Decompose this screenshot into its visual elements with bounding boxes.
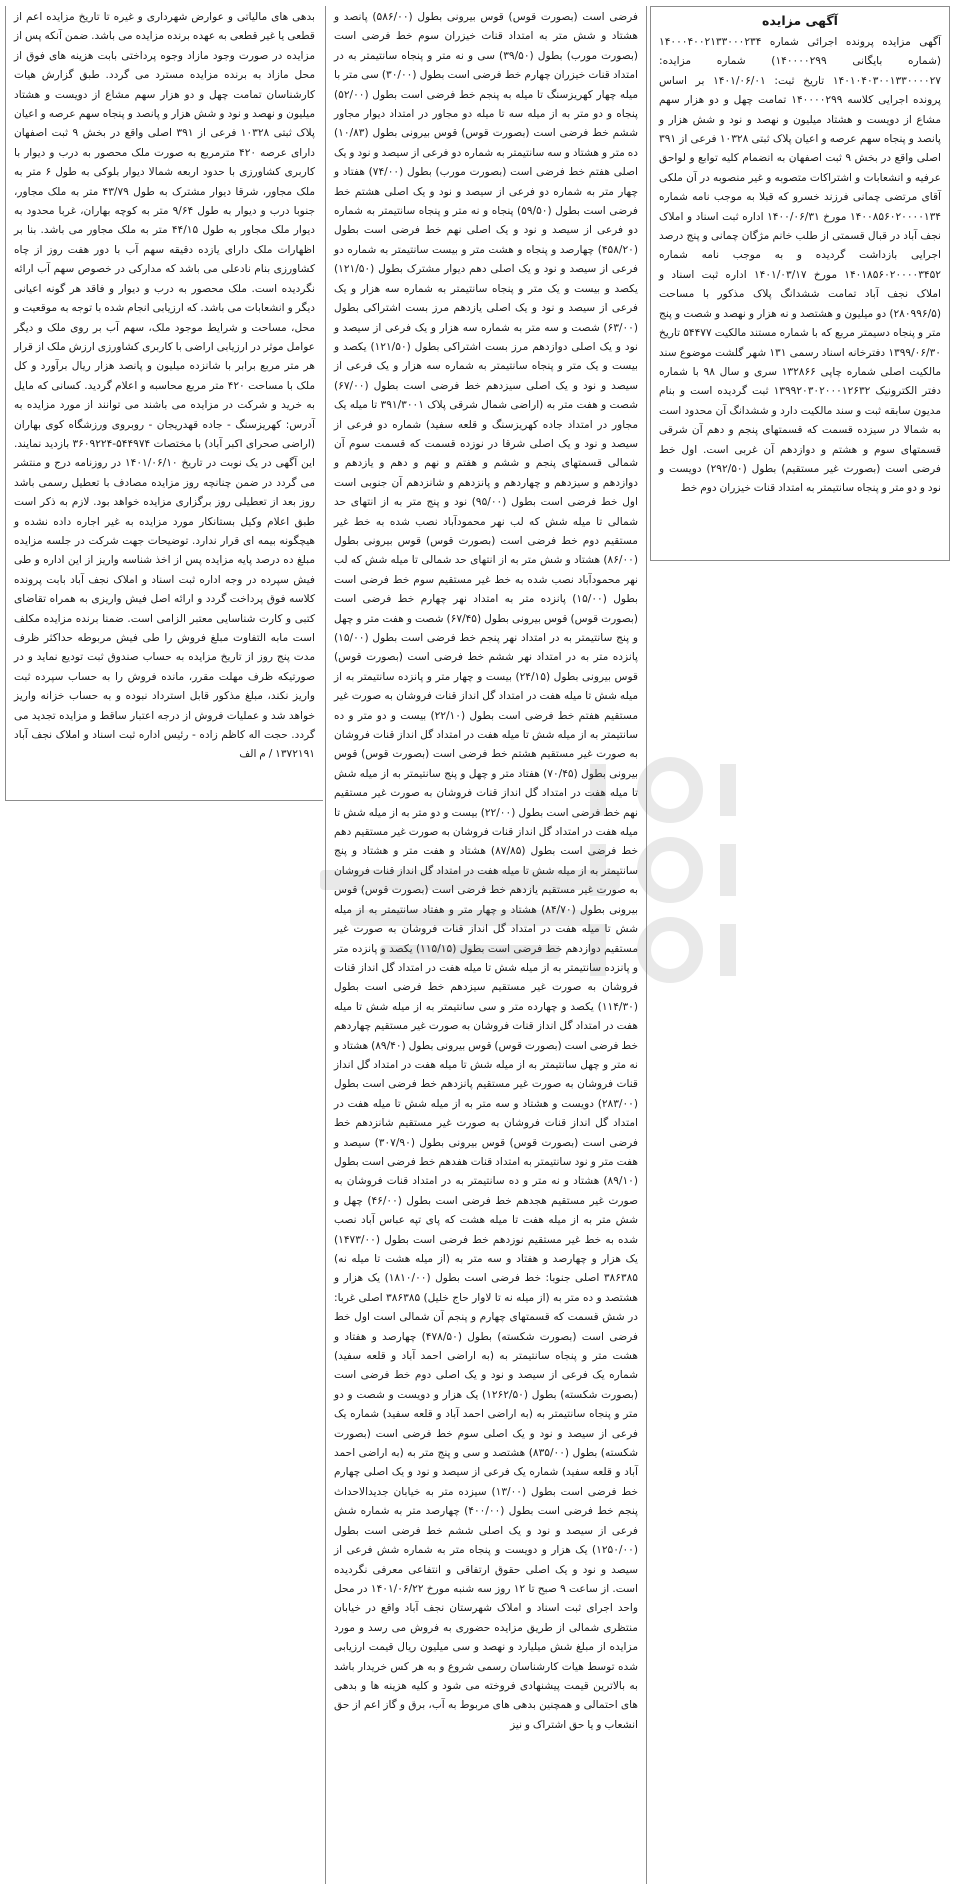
notice-title: آگهی مزایده (762, 13, 838, 28)
notice-left-column (5, 6, 323, 801)
notice-left-text: بدهی های مالیاتی و عوارض شهرداری و غیره تا تاریخ مزایده اعم از قطعی یا غیر قطعی به عهده برنده مزایده می باشد. ضمن آنکه پس از مزایده در صورت وجود مازاد وجوه پرداختی بابت هزینه های فوق از محل مازاد به برنده مزایده مسترد می گردد. طبق گزارش هیات کارشناسان تمامت چهل و دو هزار سهم مشاع از دویست و هشتاد میلیون و نهصد و نود و شش هزار و پانصد و پنجاه سهم عرصه و اعیان پلاک ثبتی ۱۰۳۲۸ فرعی از ۳۹۱ اصلی واقع در بخش ۹ ثبت اصفهان دارای عرصه ۴۲۰ مترمربع به صورت ملک محصور به درب و دیوار با کاربری کشاورزی با حدود اربعه شمالا دیوار بلوکی به طول ۶ متر به ملک مجاور، شرقا دیوار مشترک به طول ۴۳/۷۹ متر به ملک مجاور، جنوبا درب و دیوار به طول ۹/۶۴ متر به کوچه بهاران، غربا محدود به دیوار ملک مجاور به طول ۴۴/۱۵ متر به ملک مجاور می باشد. بنا بر اظهارات ملک دارای یازده دقیقه سهم آب با دور هفت روز از چاه کشاورزی بنام نادعلی می باشد که مدارکی در خصوص سهم آب ارائه نگردیده است. ملک محصور به درب و دیوار و فاقد هر گونه اعیانی دیگر و انشعابات می باشد. که ارزیابی انجام شده با توجه به موقعیت و محل، مساحت و شرایط موجود ملک، سهم آب بر روی ملک و دیگر عوامل موثر در ارزیابی اراضی با کاربری کشاورزی ارزش ملک از قرار هر متر مربع برابر با شانزده میلیون و پانصد هزار ریال برآورد و کل ملک با مساحت ۴۲۰ متر مربع محاسبه و اعلام گردید. کسانی که مایل به خرید و شرکت در مزایده می باشند می توانند از مورد مزایده به آدرس: کهریزسنگ - جاده قهدریجان - روبروی ورزشگاه کوی بهاران (اراضی صحرای اکبر آباد) با مختصات ۵۴۴۹۷۴-۳۶۰۹۲۲۴ بازدید نمایند. این آگهی در یک نوبت در تاریخ ۱۴۰۱/۰۶/۱۰ در روزنامه درج و منتشر می گردد در ضمن چنانچه روز مزایده مصادف با تعطیل رسمی باشد روز بعد از تعطیلی روز برگزاری مزایده خواهد بود. لازم به ذکر است طبق اعلام وکیل بستانکار مورد مزایده به غیر اجاره داده نشده و هیچگونه بیمه ای قرار ندارد. توضیحات جهت شرکت در جلسه مزایده مبلغ ده درصد پایه مزایده پس از اخذ شناسه واریز از این اداره و طی فیش سپرده در وجه اداره ثبت اسناد و املاک نجف آباد بابت پرونده کلاسه فوق پرداخت گردد و ارائه اصل فیش واریزی به همراه تقاضای کتبی و کارت شناسایی معتبر الزامی است. ضمنا برنده مزایده مکلف است مابه التفاوت مبلغ فروش را طی فیش مربوطه حداکثر ظرف مدت پنج روز از تاریخ مزایده به حساب صندوق ثبت تودیع نماید و در صورتیکه ظرف مهلت مقرر، مانده فروش را به حساب سپرده ثبت واریز نکند، مبلغ مذکور قابل استرداد نبوده و به حساب خزانه واریز خواهد شد و عملیات فروش از درجه اعتبار ساقط و مزایده تجدید می گردد. حجت اله کاظم زاده - رئیس اداره ثبت اسناد و املاک نجف آباد ۱۳۷۲۱۹۱ / م الف (14, 11, 315, 761)
notice-right-text: آگهی مزایده پرونده اجرائی شماره ۱۴۰۰۰۴۰۰۲۱۳۳۰۰۰۲۳۴ (شماره بایگانی ۱۴۰۰۰۰۲۹۹) شماره مزایده: ۱۴۰۱۰۴۰۳۰۰۱۳۳۰۰۰۰۲۷ تاریخ ثبت: ۱۴۰۱/۰۶/۰۱ بر اساس پرونده اجرایی کلاسه ۱۴۰۰۰۰۲۹۹ تمامت چهل و دو هزار سهم مشاع از دویست و هشتاد میلیون و نهصد و نود و شش هزار و پانصد و پنجاه سهم عرصه و اعیان پلاک ثبتی ۱۰۳۲۸ فرعی از ۳۹۱ اصلی واقع در بخش ۹ ثبت اصفهان به انضمام کلیه توابع و لواحق عرفیه و انشعابات و اشتراکات متصوبه و غیر منصوبه در آن ملکی آقای مرتضی چمانی فرزند خسرو که قبلا به موجب نامه شماره ۱۴۰۰۸۵۶۰۲۰۰۰۰۱۳۴ مورخ ۱۴۰۰/۰۶/۳۱ اداره ثبت اسناد و املاک نجف آباد در قبال قسمتی از طلب خانم مژگان چمانی و پنج درصد اجرایی بازداشت گردیده و به موجب نامه شماره ۱۴۰۱۸۵۶۰۲۰۰۰۰۳۴۵۲ مورخ ۱۴۰۱/۰۳/۱۷ اداره ثبت اسناد و املاک نجف آباد تمامت ششدانگ پلاک مذکور با مساحت (۲۸۰۹۹۶/۵) دو میلیون و هشتصد و نه هزار و نهصد و شصت و پنج متر و پنجاه دسیمتر مربع که با شماره مستند مالکیت ۵۴۴۷۷ تاریخ ۱۳۹۹/۰۶/۳۰ دفترخانه اسناد رسمی ۱۳۱ شهر گلشت موضوع سند مالکیت اصلی شماره چاپی ۱۳۲۸۶۶ سری و سال ۹۸ با شماره دفتر الکترونیک ۱۳۹۹۲۰۳۰۲۰۰۰۱۲۶۳۲ ثبت گردیده است و بنام مدیون سابقه ثبت و سند مالکیت دارد و ششدانگ آن محدود است به شمالا در سیزده قسمت که قسمتهای پنجم و دهم آن شرقی قسمتهای سوم و هشتم و دوازدهم آن غربی است. اول خط فرضی است (بصورت غیر مستقیم) بطول (۲۹۲/۵۰) دویست و نود و دو متر و پنجاه سانتیمتر به امتداد قنات خیزران دوم خط (659, 36, 942, 495)
notice-middle-text: فرضی است (بصورت قوس) قوس بیرونی بطول (۵۸۶/۰۰) پانصد و هشتاد و شش متر به امتداد قنات خیزران سوم خط فرضی است (بصورت مورب) بطول (۳۹/۵۰) سی و نه متر و پنجاه سانتیمتر به در امتداد قنات خیزران چهارم خط فرضی است بطول (۳۰/۰۰) سی متر با میله چهار کهریزسنگ تا میله به پنجم خط فرضی است بطول (۵۲/۰۰) پنجاه و دو متر به از میله سه تا میله دو مجاور در امتداد دیوار مجاور ششم خط فرضی است (بصورت قوس) قوس بیرونی بطول (۱۰/۸۳) ده متر و هشتاد و سه سانتیمتر به شماره دو فرعی از سیصد و نود و یک اصلی هفتم خط فرضی است (بصورت مورب) بطول (۷۴/۰۰) هفتاد و چهار متر به شماره دو فرعی از سیصد و نود و یک اصلی هشتم خط فرضی است بطول (۵۹/۵۰) پنجاه و نه متر و پنجاه سانتیمتر به شماره دو فرعی از سیصد و نود و یک اصلی نهم خط فرضی است بطول (۴۵۸/۲۰) چهارصد و پنجاه و هشت متر و بیست سانتیمتر به شماره دو فرعی از سیصد و نود و یک اصلی دهم دیوار مشترک بطول (۱۲۱/۵۰) یکصد و بیست و یک متر و پنجاه سانتیمتر به شماره سه هزار و یک فرعی از سیصد و نود و یک اصلی یازدهم مرز بست اشتراکی بطول (۶۳/۰۰) شصت و سه متر به شماره سه هزار و یک فرعی از سیصد و نود و یک اصلی دوازدهم مرز بست اشتراکی بطول (۱۲۱/۵۰) یکصد و بیست و یک متر و پنجاه سانتیمتر به شماره سه هزار و یک فرعی از سیصد و نود و یک اصلی سیزدهم خط فرضی است بطول (۶۷/۰۰) شصت و هفت متر به (اراضی شمال شرقی پلاک ۳۹۱/۳۰۰۱ تا میله یک مجاور در امتداد جاده کهریزسنگ و قلعه سفید) شماره دو فرعی از سیصد و نود و یک اصلی شرقا در نوزده قسمت که قسمت سوم آن شمالی قسمتهای پنجم و ششم و هفتم و نهم و دهم و یازدهم و دوازدهم و سیزدهم و چهاردهم و پانزدهم و شانزدهم آن جنوبی است اول خط فرضی است بطول (۹۵/۰۰) نود و پنج متر به از انتهای حد شمالی تا میله شش که لب نهر محمودآباد نصب شده به خط غیر مستقیم دوم خط فرضی است (بصورت قوس) قوس بیرونی بطول (۸۶/۰۰) هشتاد و شش متر به از انتهای حد شمالی تا میله شش که لب نهر محمودآباد نصب شده به خط غیر مستقیم سوم خط فرضی است بطول (۱۵/۰۰) پانزده متر به امتداد نهر چهارم خط فرضی است (بصورت قوس) قوس بیرونی بطول (۶۷/۴۵) شصت و هفت متر و چهل و پنج سانتیمتر به در امتداد نهر پنجم خط فرضی است بطول (۱۵/۰۰) پانزده متر به در امتداد نهر ششم خط فرضی است (بصورت قوس) قوس بیرونی بطول (۲۴/۱۵) بیست و چهار متر و پانزده سانتیمتر به از میله شش تا میله هفت در امتداد گل انداز قنات فروشان به صورت غیر مستقیم هفتم خط فرضی است بطول (۲۲/۱۰) بیست و دو متر و ده سانتیمتر به از میله شش تا میله هفت در امتداد گل انداز قنات فروشان به صورت غیر مستقیم هشتم خط فرضی است (بصورت قوس) قوس بیرونی بطول (۷۰/۴۵) هفتاد متر و چهل و پنج سانتیمتر به از میله شش تا میله هفت در امتداد گل انداز قنات فروشان به صورت غیر مستقیم نهم خط فرضی است بطول (۲۲/۰۰) بیست و دو متر به از میله شش تا میله هفت در امتداد گل انداز قنات فروشان به صورت غیر مستقیم دهم خط فرضی است بطول (۸۷/۸۵) هشتاد و هفت متر و هشتاد و پنج سانتیمتر به از میله شش تا میله هفت در امتداد گل انداز قنات فروشان به صورت غیر مستقیم یازدهم خط فرضی است (بصورت قوس) قوس بیرونی بطول (۸۴/۷۰) هشتاد و چهار متر و هفتاد سانتیمتر به از میله شش تا میله هفت در امتداد گل انداز قنات فروشان به صورت غیر مستقیم دوازدهم خط فرضی است بطول (۱۱۵/۱۵) یکصد و پانزده متر و پانزده سانتیمتر به از میله شش تا میله هفت در امتداد گل انداز قنات فروشان به صورت غیر مستقیم سیزدهم خط فرضی است بطول (۱۱۴/۳۰) یکصد و چهارده متر و سی سانتیمتر به از میله شش تا میله هفت در امتداد گل انداز قنات فروشان به صورت غیر مستقیم چهاردهم خط فرضی است (بصورت قوس) قوس بیرونی بطول (۸۹/۴۰) هشتاد و نه متر و چهل سانتیمتر به از میله شش تا میله هفت در امتداد گل انداز قنات فروشان به صورت غیر مستقیم پانزدهم خط فرضی است بطول (۲۸۳/۰۰) دویست و هشتاد و سه متر به از میله شش تا میله هفت در امتداد گل انداز قنات فروشان به صورت غیر مستقیم شانزدهم خط فرضی است (بصورت قوس) قوس بیرونی بطول (۳۰۷/۹۰) سیصد و هفت متر و نود سانتیمتر به امتداد قنات هفدهم خط فرضی است بطول (۸۹/۱۰) هشتاد و نه متر و ده سانتیمتر به در امتداد قنات فروشان به صورت غیر مستقیم هجدهم خط فرضی است بطول (۴۶/۰۰) چهل و شش متر به از میله هفت تا میله هشت که پای تپه عباس آباد نصب شده به خط غیر مستقیم نوزدهم خط فرضی است بطول (۱۴۷۳/۰۰) یک هزار و چهارصد و هفتاد و سه متر به (از میله هشت تا میله نه) ۳۸۶۳۸۵ اصلی جنوبا: خط فرضی است بطول (۱۸۱۰/۰۰) یک هزار و هشتصد و ده متر به (از میله نه تا لاوار حاج خلیل) ۳۸۶۳۸۵ اصلی غربا: در شش قسمت که قسمتهای چهارم و پنجم آن شمالی است اول خط فرضی است (بصورت شکسته) بطول (۴۷۸/۵۰) چهارصد و هفتاد و هشت متر و پنجاه سانتیمتر به (به اراضی احمد آباد و قلعه سفید) شماره یک فرعی از سیصد و نود و یک اصلی دوم خط فرضی است (بصورت شکسته) بطول (۱۲۶۲/۵۰) یک هزار و دویست و شصت و دو متر و پنجاه سانتیمتر به (به اراضی احمد آباد و قلعه سفید) شماره یک فرعی از سیصد و نود و یک اصلی سوم خط فرضی است (بصورت شکسته) بطول (۸۳۵/۰۰) هشتصد و سی و پنج متر به (به اراضی احمد آباد و قلعه سفید) شماره یک فرعی از سیصد و نود و یک اصلی چهارم خط فرضی است بطول (۱۳/۰۰) سیزده متر به خیابان جدیدالاحداث پنجم خط فرضی است بطول (۴۰۰/۰۰) چهارصد متر به شماره شش فرعی از سیصد و نود و یک اصلی ششم خط فرضی است بطول (۱۲۵۰/۰۰) یک هزار و دویست و پنجاه متر به شماره شش فرعی از سیصد و نود و یک اصلی حقوق ارتفاقی و انتفاعی معرفی نگردیده است. از ساعت ۹ صبح تا ۱۲ روز سه شنبه مورخ ۱۴۰۱/۰۶/۲۲ در محل واحد اجرای ثبت اسناد و املاک شهرستان نجف آباد واقع در خیابان منتظری شمالی از طریق مزایده حضوری به فروش می رسد و مورد مزایده از مبلغ شش میلیارد و نهصد و سی میلیون ریال قیمت ارزیابی شده توسط هیات کارشناسان رسمی شروع و به هر کس خریدار باشد به بالاترین قیمت پیشنهادی فروخته می شود و کلیه هزینه ها و بدهی های احتمالی و همچنین بدهی های مربوط به آب، برق و گاز اعم از حق انشعاب و یا حق اشتراک و نیز (334, 11, 639, 1731)
notice-middle-column (325, 6, 647, 1884)
notice-right-column (650, 6, 950, 561)
